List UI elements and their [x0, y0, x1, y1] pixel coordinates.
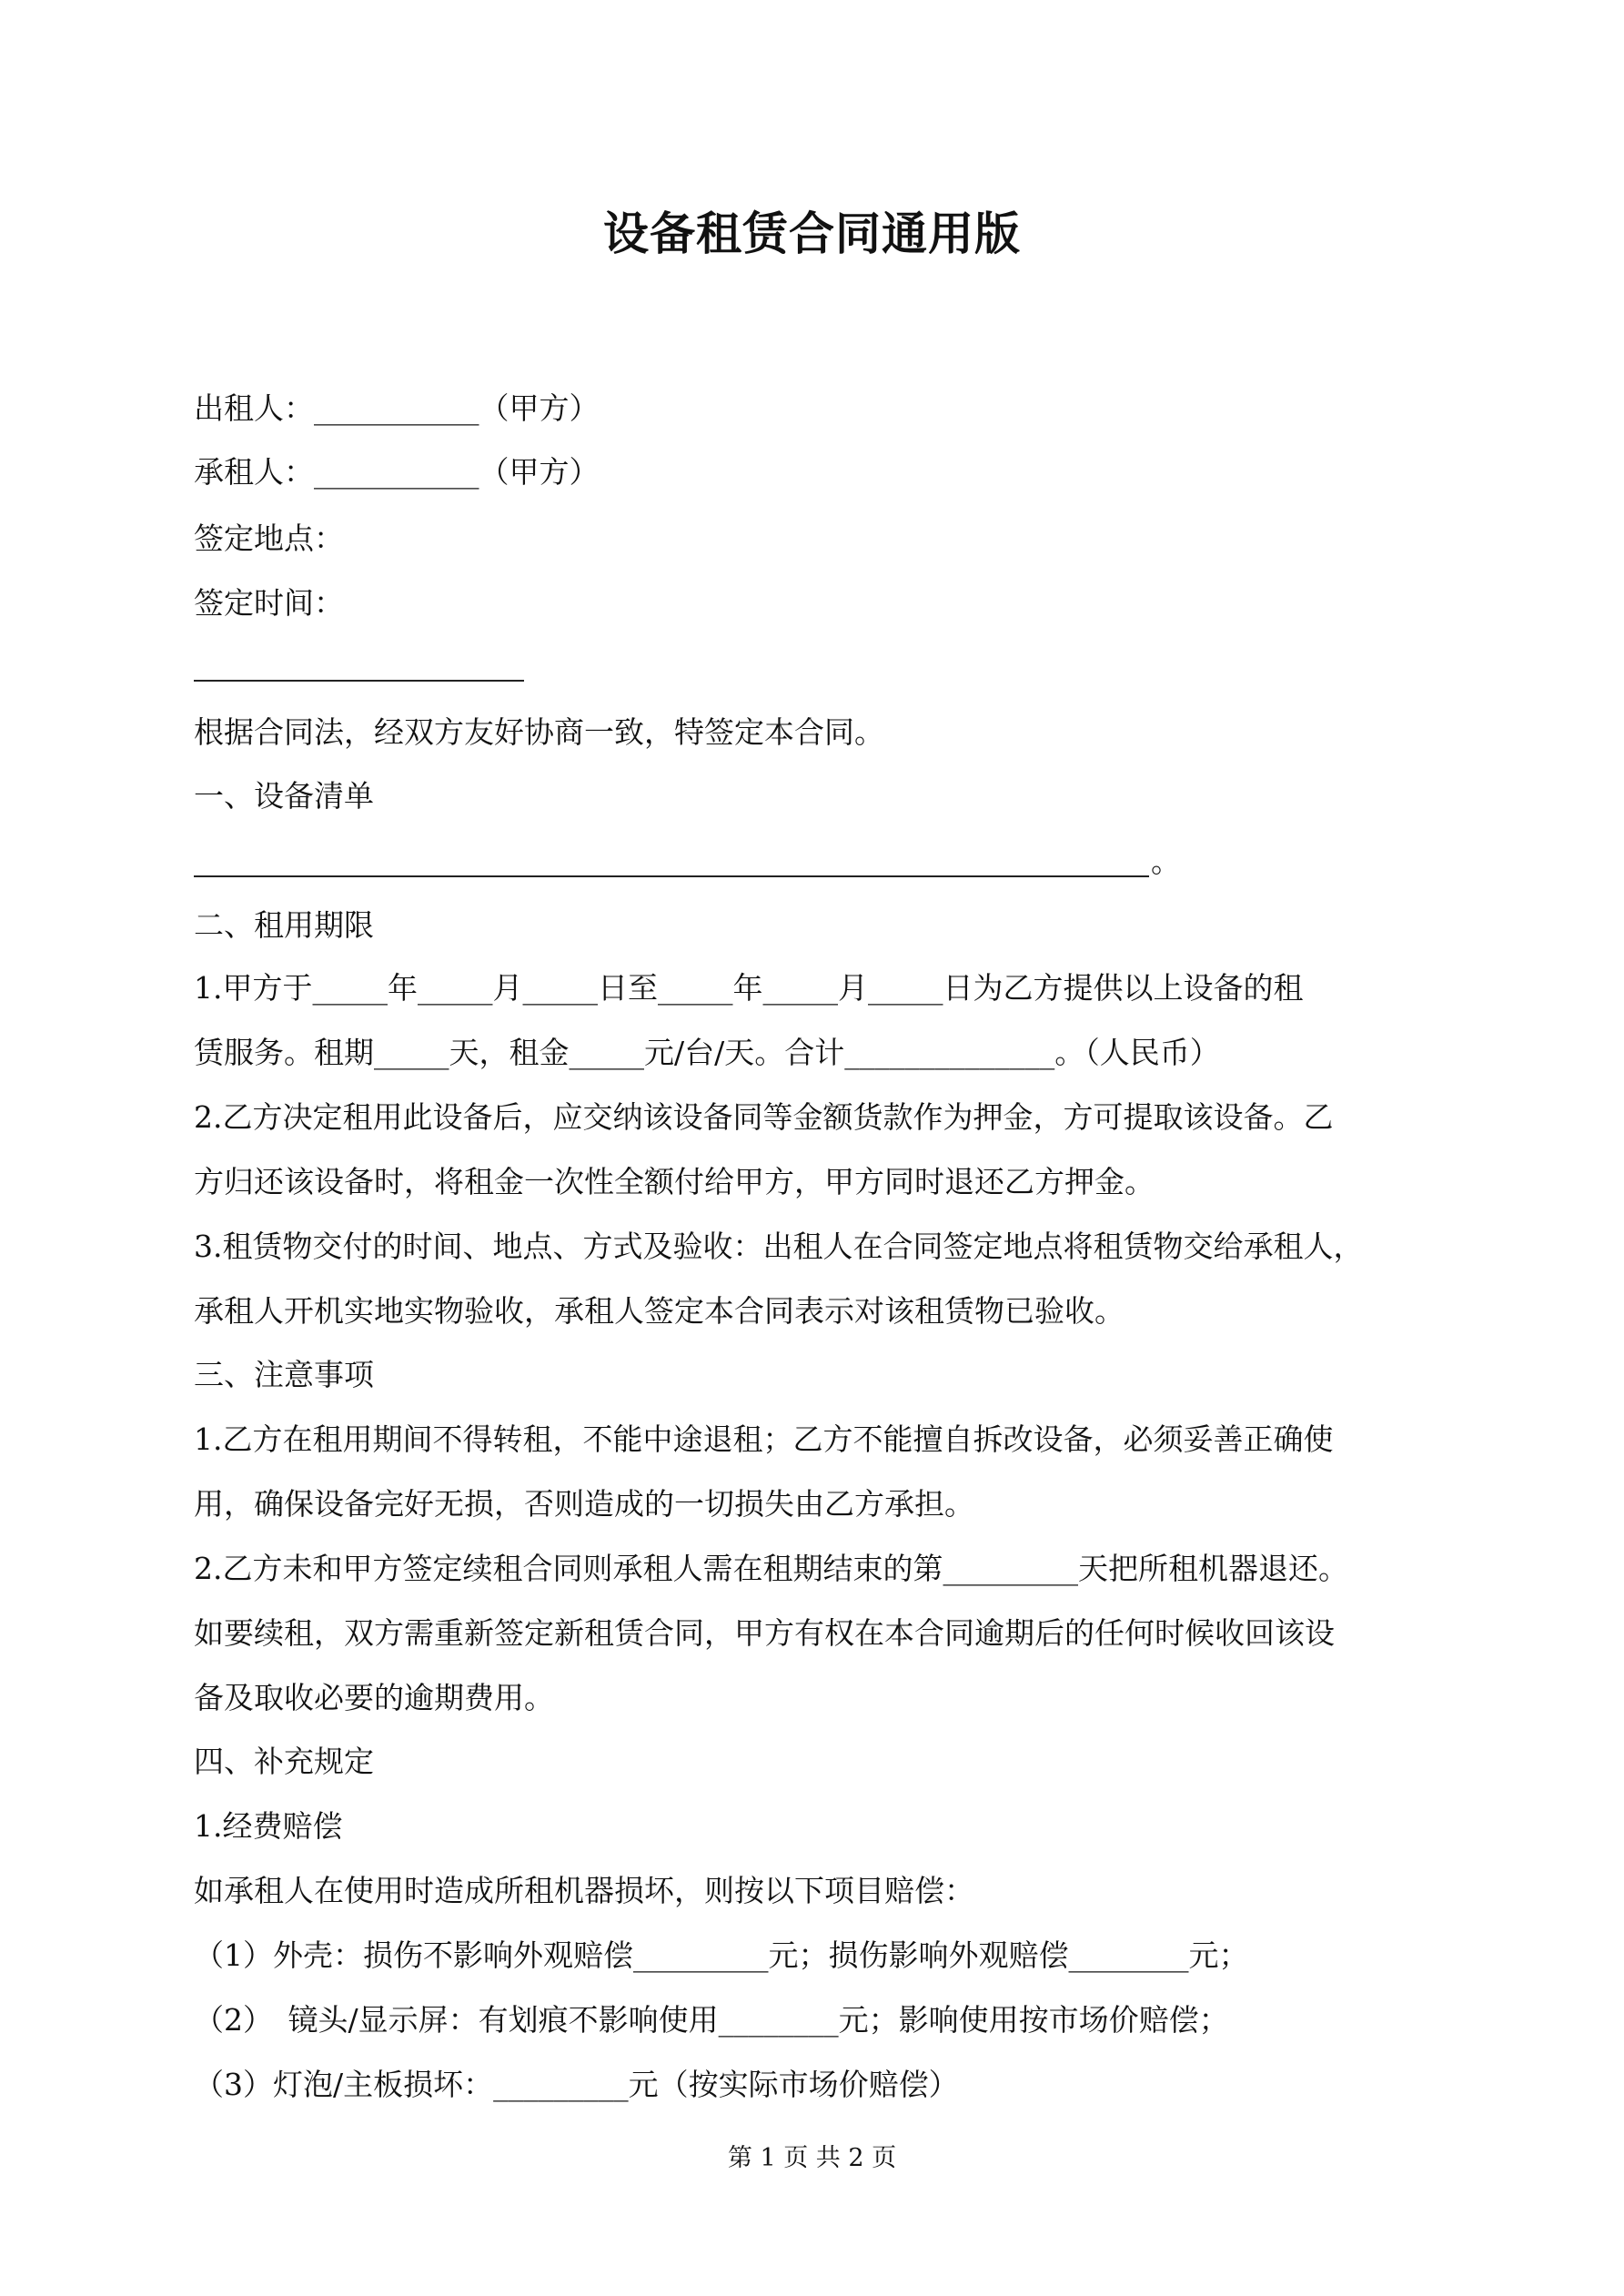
- clause-3-1-line-1: 1.乙方在租用期间不得转租，不能中途退租；乙方不能擅自拆改设备，必须妥善正确使: [194, 1421, 1334, 1457]
- compensation-item-1: （1）外壳：损伤不影响外观赔偿_________元；损伤影响外观赔偿________元；: [194, 1937, 1249, 1973]
- lessor-line: 出租人：___________（甲方）: [194, 390, 600, 426]
- clause-2-2-line-1: 2.乙方决定租用此设备后，应交纳该设备同等金额货款作为押金，方可提取该设备。乙: [194, 1099, 1334, 1135]
- clause-3-2-line-2: 如要续租，双方需重新签定新租赁合同，甲方有权在本合同逾期后的任何时候收回该设: [194, 1615, 1335, 1651]
- clause-4-1-heading: 1.经费赔偿: [194, 1808, 343, 1844]
- clause-2-2-line-2: 方归还该设备时，将租金一次性全额付给甲方，甲方同时退还乙方押金。: [194, 1164, 1155, 1199]
- clause-3-1-line-2: 用，确保设备完好无损，否则造成的一切损失由乙方承担。: [194, 1486, 974, 1522]
- signing-time-line: 签定时间：: [194, 585, 344, 621]
- clause-3-2-line-3: 备及取收必要的逾期费用。: [194, 1680, 554, 1715]
- signing-place-line: 签定地点：: [194, 521, 344, 556]
- clause-2-3-line-1: 3.租赁物交付的时间、地点、方式及验收：出租人在合同签定地点将租赁物交给承租人，: [194, 1229, 1364, 1264]
- compensation-item-3: （3）灯泡/主板损坏：_________元（按实际市场价赔偿）: [194, 2067, 959, 2102]
- section-4-heading: 四、补充规定: [194, 1744, 374, 1779]
- equipment-list-blank: [194, 875, 1149, 877]
- section-3-heading: 三、注意事项: [194, 1357, 374, 1392]
- compensation-intro: 如承租人在使用时造成所租机器损坏，则按以下项目赔偿：: [194, 1873, 974, 1908]
- lessee-line: 承租人：___________（甲方）: [194, 454, 600, 490]
- clause-2-1-line-1: 1.甲方于_____年_____月_____日至_____年_____月_____日为乙方提供以上设备的租: [194, 970, 1304, 1006]
- compensation-item-2: （2） 镜头/显示屏：有划痕不影响使用________元；影响使用按市场价赔偿；: [194, 2002, 1229, 2038]
- clause-2-3-line-2: 承租人开机实地实物验收，承租人签定本合同表示对该租赁物已验收。: [194, 1293, 1125, 1329]
- section-2-heading: 二、租用期限: [194, 907, 374, 943]
- preamble-line: 根据合同法，经双方友好协商一致，特签定本合同。: [194, 714, 884, 750]
- clause-3-2-line-1: 2.乙方未和甲方签定续租合同则承租人需在租期结束的第_________天把所租机器退还。: [194, 1551, 1348, 1586]
- document-title: 设备租赁合同通用版: [603, 207, 1021, 260]
- section-1-heading: 一、设备清单: [194, 778, 374, 814]
- signature-underline: [194, 680, 524, 682]
- equipment-list-period: 。: [1151, 844, 1181, 879]
- page-footer: 第 1 页 共 2 页: [727, 2144, 897, 2172]
- clause-2-1-line-2: 赁服务。租期_____天，租金_____元/台/天。合计______________。（人民币）: [194, 1035, 1220, 1070]
